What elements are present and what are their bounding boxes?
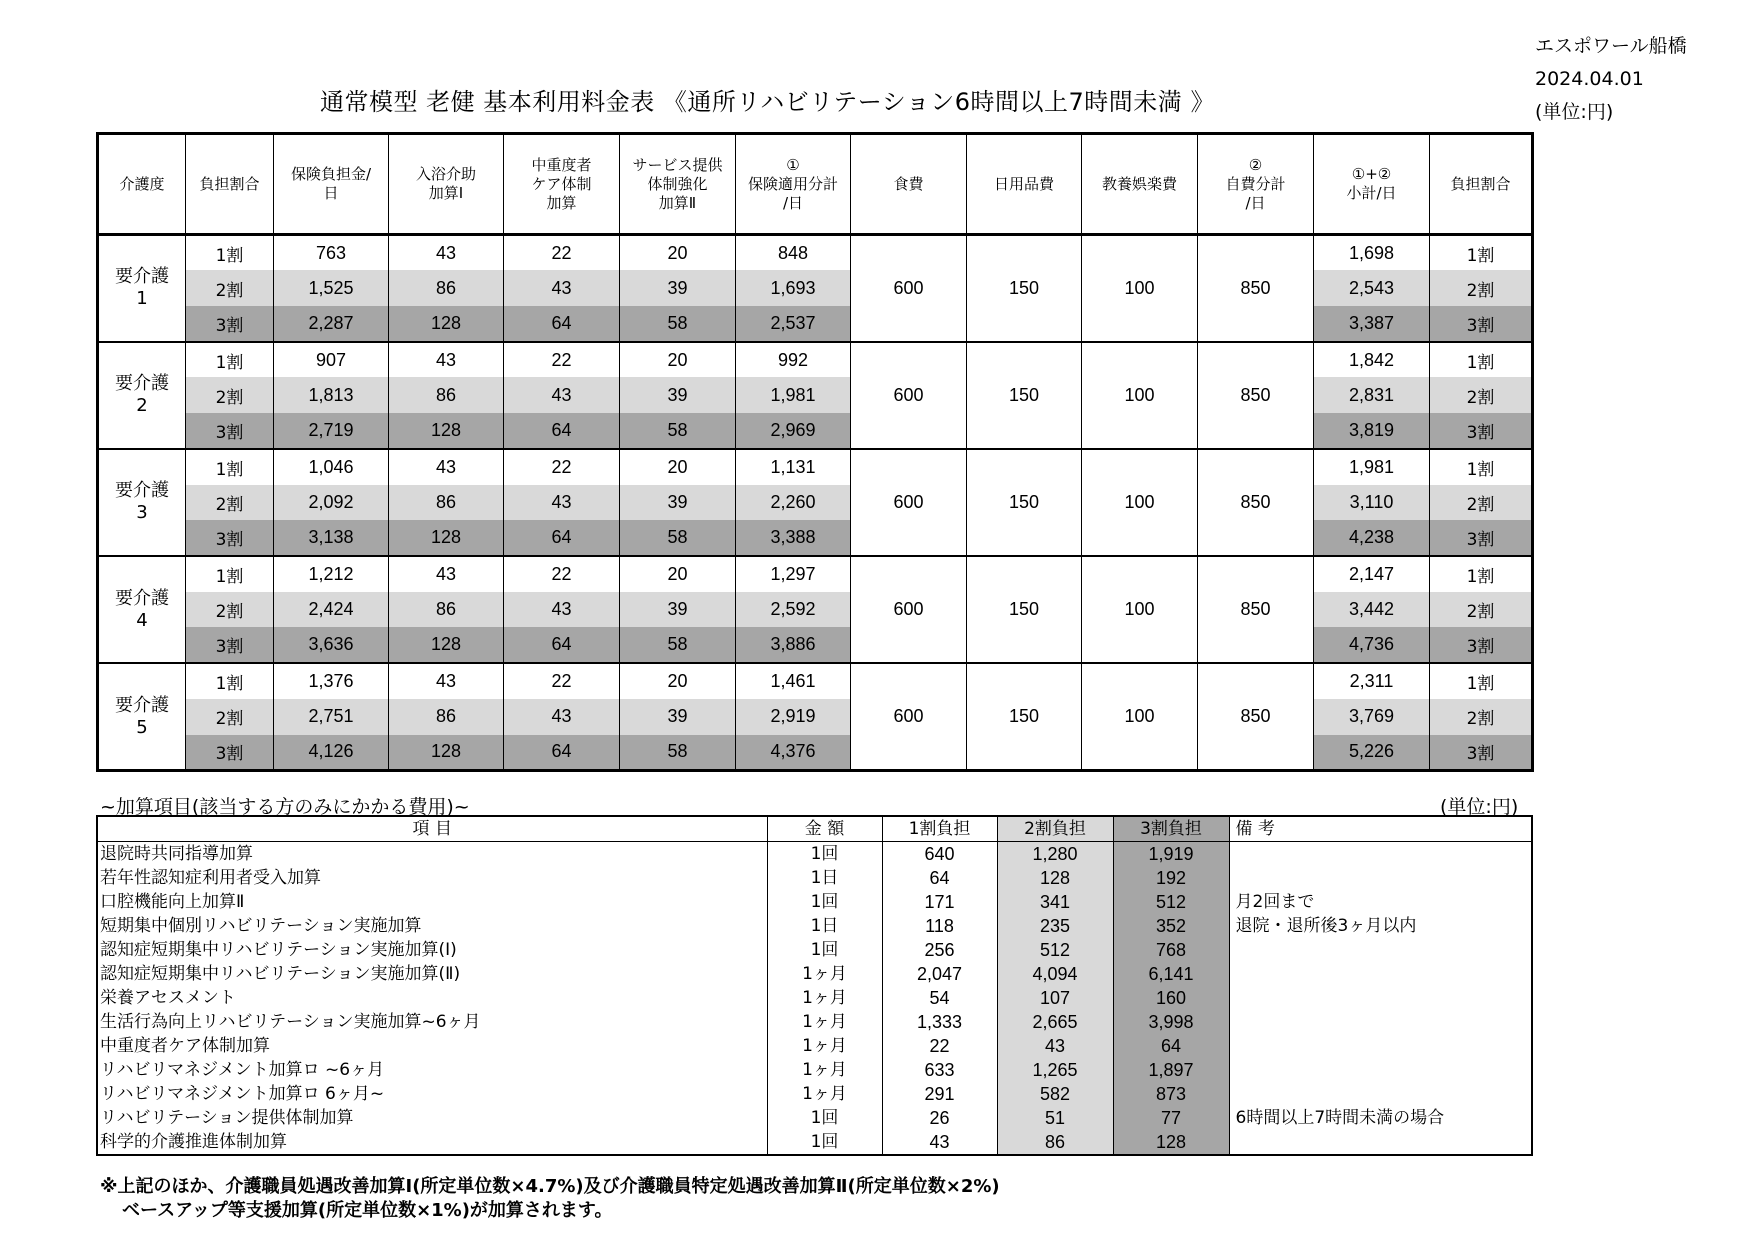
ratio-cell: 3割: [1430, 735, 1533, 771]
food-cell: 600: [851, 556, 967, 663]
insurance-cell: 1,212: [274, 556, 389, 592]
addition-unit-cell: 1回: [767, 938, 882, 962]
total-cell: 2,543: [1314, 270, 1430, 306]
subtotal1-cell: 2,260: [736, 485, 851, 521]
daily-cell: 150: [967, 449, 1082, 556]
care-cell: 43: [504, 592, 620, 628]
addition-row: [97, 1034, 1532, 1058]
bath-cell: 128: [389, 735, 504, 771]
ratio-cell: 2割: [186, 699, 274, 735]
ratio-cell: 2割: [1430, 270, 1533, 306]
addition-r1-cell: 64: [882, 866, 997, 890]
col-header-amount: 金 額: [767, 816, 882, 842]
addition-note-cell: 退院・退所後3ヶ月以内: [1229, 914, 1532, 938]
addition-r2-cell: 235: [997, 914, 1113, 938]
addition-note-cell: 6時間以上7時間未満の場合: [1229, 1106, 1532, 1130]
self_total-cell: 850: [1198, 449, 1314, 556]
insurance-cell: 907: [274, 342, 389, 378]
subtotal1-cell: 992: [736, 342, 851, 378]
ratio-cell: 2割: [1430, 377, 1533, 413]
addition-r1-cell: 256: [882, 938, 997, 962]
addition-note-cell: [1229, 866, 1532, 890]
food-cell: 600: [851, 342, 967, 449]
insurance-cell: 1,813: [274, 377, 389, 413]
bath-cell: 43: [389, 663, 504, 699]
total-cell: 4,736: [1314, 627, 1430, 663]
total-cell: 4,238: [1314, 520, 1430, 556]
addition-name-cell: 科学的介護推進体制加算: [97, 1130, 767, 1155]
self_total-cell: 850: [1198, 556, 1314, 663]
care-level-cell: 要介護 4: [98, 556, 186, 663]
ratio-cell: 1割: [186, 342, 274, 378]
addition-name-cell: 中重度者ケア体制加算: [97, 1034, 767, 1058]
ratio-cell: 2割: [186, 592, 274, 628]
addition-row: [97, 1106, 1532, 1130]
ratio-cell: 1割: [1430, 663, 1533, 699]
ratio-cell: 2割: [1430, 699, 1533, 735]
unit-label: (単位:円): [1535, 101, 1614, 123]
subtotal1-cell: 3,886: [736, 627, 851, 663]
fee-table: [96, 132, 1534, 772]
addition-r2-cell: 128: [997, 866, 1113, 890]
ratio-cell: 1割: [1430, 449, 1533, 485]
insurance-cell: 3,636: [274, 627, 389, 663]
addition-row: [97, 866, 1532, 890]
org-name: エスポワール船橋: [1535, 35, 1687, 57]
bath-cell: 128: [389, 520, 504, 556]
service-cell: 58: [620, 735, 736, 771]
doc-date: 2024.04.01: [1535, 68, 1644, 90]
subtotal1-cell: 2,969: [736, 413, 851, 449]
total-cell: 1,698: [1314, 235, 1430, 271]
addition-row: [97, 986, 1532, 1010]
addition-name-cell: 口腔機能向上加算Ⅱ: [97, 890, 767, 914]
table-row: [98, 342, 1533, 378]
page-title: 通常模型 老健 基本利用料金表 《通所リハビリテーション6時間以上7時間未満 》: [320, 88, 1215, 116]
insurance-cell: 2,751: [274, 699, 389, 735]
addition-row: [97, 1010, 1532, 1034]
subtotal1-cell: 1,297: [736, 556, 851, 592]
table-row: [98, 627, 1533, 663]
total-cell: 3,769: [1314, 699, 1430, 735]
subtotal1-cell: 2,919: [736, 699, 851, 735]
food-cell: 600: [851, 235, 967, 342]
addition-r2-cell: 4,094: [997, 962, 1113, 986]
subtotal1-cell: 1,981: [736, 377, 851, 413]
insurance-cell: 2,092: [274, 485, 389, 521]
additions-unit-label: (単位:円): [1440, 796, 1519, 818]
subtotal1-cell: 2,537: [736, 306, 851, 342]
addition-note-cell: [1229, 1058, 1532, 1082]
total-cell: 3,819: [1314, 413, 1430, 449]
addition-note-cell: [1229, 842, 1532, 867]
care-cell: 22: [504, 235, 620, 271]
bath-cell: 86: [389, 699, 504, 735]
care-cell: 64: [504, 520, 620, 556]
addition-r1-cell: 633: [882, 1058, 997, 1082]
care-level-cell: 要介護 2: [98, 342, 186, 449]
bath-cell: 86: [389, 270, 504, 306]
service-cell: 58: [620, 413, 736, 449]
total-cell: 3,110: [1314, 485, 1430, 521]
addition-r2-cell: 341: [997, 890, 1113, 914]
ratio-cell: 1割: [1430, 342, 1533, 378]
addition-r3-cell: 6,141: [1113, 962, 1229, 986]
service-cell: 20: [620, 235, 736, 271]
addition-unit-cell: 1回: [767, 1106, 882, 1130]
addition-r3-cell: 1,919: [1113, 842, 1229, 867]
service-cell: 20: [620, 663, 736, 699]
addition-note-cell: [1229, 986, 1532, 1010]
daily-cell: 150: [967, 663, 1082, 770]
ratio-cell: 2割: [1430, 592, 1533, 628]
main-col-header: 入浴介助 加算Ⅰ: [389, 134, 504, 235]
table-row: [98, 235, 1533, 271]
insurance-cell: 4,126: [274, 735, 389, 771]
addition-r2-cell: 582: [997, 1082, 1113, 1106]
care-cell: 64: [504, 306, 620, 342]
addition-unit-cell: 1ヶ月: [767, 1010, 882, 1034]
subtotal1-cell: 848: [736, 235, 851, 271]
service-cell: 20: [620, 449, 736, 485]
culture-cell: 100: [1082, 663, 1198, 770]
total-cell: 3,442: [1314, 592, 1430, 628]
additions-table: [96, 815, 1533, 1156]
addition-r3-cell: 3,998: [1113, 1010, 1229, 1034]
bath-cell: 86: [389, 377, 504, 413]
culture-cell: 100: [1082, 235, 1198, 342]
addition-r3-cell: 1,897: [1113, 1058, 1229, 1082]
addition-r2-cell: 1,265: [997, 1058, 1113, 1082]
table-row: [98, 306, 1533, 342]
addition-unit-cell: 1ヶ月: [767, 986, 882, 1010]
addition-name-cell: 若年性認知症利用者受入加算: [97, 866, 767, 890]
table-row: [98, 556, 1533, 592]
addition-note-cell: 月2回まで: [1229, 890, 1532, 914]
ratio-cell: 1割: [186, 556, 274, 592]
table-row: [98, 592, 1533, 628]
bath-cell: 128: [389, 306, 504, 342]
total-cell: 2,147: [1314, 556, 1430, 592]
bath-cell: 43: [389, 449, 504, 485]
addition-name-cell: 認知症短期集中リハビリテーション実施加算(Ⅱ): [97, 962, 767, 986]
insurance-cell: 1,046: [274, 449, 389, 485]
insurance-cell: 2,287: [274, 306, 389, 342]
addition-row: [97, 938, 1532, 962]
service-cell: 39: [620, 699, 736, 735]
bath-cell: 43: [389, 556, 504, 592]
main-col-header: 負担割合: [186, 134, 274, 235]
addition-row: [97, 1058, 1532, 1082]
care-cell: 22: [504, 449, 620, 485]
main-col-header: ② 自費分計 /日: [1198, 134, 1314, 235]
addition-row: [97, 962, 1532, 986]
bath-cell: 128: [389, 413, 504, 449]
care-cell: 64: [504, 627, 620, 663]
service-cell: 39: [620, 485, 736, 521]
addition-r1-cell: 26: [882, 1106, 997, 1130]
addition-unit-cell: 1ヶ月: [767, 1082, 882, 1106]
subtotal1-cell: 2,592: [736, 592, 851, 628]
culture-cell: 100: [1082, 556, 1198, 663]
addition-name-cell: リハビリマネジメント加算ロ 6ヶ月~: [97, 1082, 767, 1106]
care-level-cell: 要介護 5: [98, 663, 186, 770]
addition-note-cell: [1229, 938, 1532, 962]
addition-r3-cell: 352: [1113, 914, 1229, 938]
footnote-line-2: ベースアップ等支援加算(所定単位数×1%)が加算されます。: [122, 1200, 613, 1221]
addition-r3-cell: 77: [1113, 1106, 1229, 1130]
table-row: [98, 699, 1533, 735]
addition-r2-cell: 107: [997, 986, 1113, 1010]
addition-r3-cell: 768: [1113, 938, 1229, 962]
addition-r1-cell: 171: [882, 890, 997, 914]
addition-r3-cell: 192: [1113, 866, 1229, 890]
bath-cell: 43: [389, 342, 504, 378]
insurance-cell: 1,376: [274, 663, 389, 699]
ratio-cell: 2割: [186, 485, 274, 521]
ratio-cell: 1割: [1430, 235, 1533, 271]
addition-note-cell: [1229, 962, 1532, 986]
daily-cell: 150: [967, 342, 1082, 449]
ratio-cell: 2割: [1430, 485, 1533, 521]
subtotal1-cell: 3,388: [736, 520, 851, 556]
table-row: [98, 377, 1533, 413]
ratio-cell: 1割: [186, 235, 274, 271]
insurance-cell: 763: [274, 235, 389, 271]
addition-name-cell: リハビリテーション提供体制加算: [97, 1106, 767, 1130]
total-cell: 5,226: [1314, 735, 1430, 771]
total-cell: 3,387: [1314, 306, 1430, 342]
addition-unit-cell: 1ヶ月: [767, 1058, 882, 1082]
ratio-cell: 3割: [1430, 627, 1533, 663]
service-cell: 39: [620, 270, 736, 306]
main-col-header: 負担割合: [1430, 134, 1533, 235]
addition-unit-cell: 1ヶ月: [767, 1034, 882, 1058]
addition-r1-cell: 291: [882, 1082, 997, 1106]
care-cell: 64: [504, 413, 620, 449]
insurance-cell: 1,525: [274, 270, 389, 306]
col-header-note: 備 考: [1229, 816, 1532, 842]
daily-cell: 150: [967, 556, 1082, 663]
main-col-header: サービス提供 体制強化 加算Ⅱ: [620, 134, 736, 235]
service-cell: 58: [620, 520, 736, 556]
addition-row: [97, 1130, 1532, 1155]
addition-note-cell: [1229, 1130, 1532, 1155]
ratio-cell: 3割: [1430, 413, 1533, 449]
table-row: [98, 449, 1533, 485]
care-cell: 43: [504, 377, 620, 413]
care-level-cell: 要介護 3: [98, 449, 186, 556]
ratio-cell: 1割: [186, 663, 274, 699]
addition-unit-cell: 1回: [767, 890, 882, 914]
table-row: [98, 663, 1533, 699]
subtotal1-cell: 1,693: [736, 270, 851, 306]
self_total-cell: 850: [1198, 342, 1314, 449]
addition-name-cell: 栄養アセスメント: [97, 986, 767, 1010]
service-cell: 58: [620, 306, 736, 342]
header-org-block: [1535, 30, 1687, 129]
addition-unit-cell: 1回: [767, 1130, 882, 1155]
addition-r1-cell: 118: [882, 914, 997, 938]
insurance-cell: 3,138: [274, 520, 389, 556]
addition-unit-cell: 1日: [767, 914, 882, 938]
insurance-cell: 2,424: [274, 592, 389, 628]
bath-cell: 86: [389, 485, 504, 521]
bath-cell: 43: [389, 235, 504, 271]
addition-unit-cell: 1回: [767, 842, 882, 867]
addition-r2-cell: 51: [997, 1106, 1113, 1130]
addition-r2-cell: 1,280: [997, 842, 1113, 867]
care-cell: 22: [504, 556, 620, 592]
addition-row: [97, 890, 1532, 914]
ratio-cell: 1割: [186, 449, 274, 485]
food-cell: 600: [851, 449, 967, 556]
main-col-header: 介護度: [98, 134, 186, 235]
service-cell: 39: [620, 377, 736, 413]
col-header-r2: 2割負担: [997, 816, 1113, 842]
table-row: [98, 485, 1533, 521]
total-cell: 2,831: [1314, 377, 1430, 413]
addition-name-cell: 生活行為向上リハビリテーション実施加算~6ヶ月: [97, 1010, 767, 1034]
daily-cell: 150: [967, 235, 1082, 342]
additions-label: ~加算項目(該当する方のみにかかる費用)~: [100, 796, 470, 818]
ratio-cell: 3割: [1430, 520, 1533, 556]
col-header-r3: 3割負担: [1113, 816, 1229, 842]
addition-note-cell: [1229, 1010, 1532, 1034]
table-row: [98, 520, 1533, 556]
addition-r1-cell: 43: [882, 1130, 997, 1155]
ratio-cell: 3割: [1430, 306, 1533, 342]
addition-r1-cell: 22: [882, 1034, 997, 1058]
main-col-header: 教養娯楽費: [1082, 134, 1198, 235]
subtotal1-cell: 4,376: [736, 735, 851, 771]
main-col-header: 中重度者 ケア体制 加算: [504, 134, 620, 235]
food-cell: 600: [851, 663, 967, 770]
care-cell: 22: [504, 663, 620, 699]
service-cell: 39: [620, 592, 736, 628]
addition-r3-cell: 873: [1113, 1082, 1229, 1106]
addition-r3-cell: 128: [1113, 1130, 1229, 1155]
care-level-cell: 要介護 1: [98, 235, 186, 342]
addition-unit-cell: 1日: [767, 866, 882, 890]
main-col-header: 保険負担金/ 日: [274, 134, 389, 235]
self_total-cell: 850: [1198, 663, 1314, 770]
main-col-header: ① 保険適用分計 /日: [736, 134, 851, 235]
addition-row: [97, 1082, 1532, 1106]
service-cell: 58: [620, 627, 736, 663]
subtotal1-cell: 1,461: [736, 663, 851, 699]
total-cell: 2,311: [1314, 663, 1430, 699]
ratio-cell: 3割: [186, 413, 274, 449]
addition-r2-cell: 512: [997, 938, 1113, 962]
addition-r1-cell: 54: [882, 986, 997, 1010]
ratio-cell: 2割: [186, 270, 274, 306]
addition-name-cell: リハビリマネジメント加算ロ ~6ヶ月: [97, 1058, 767, 1082]
subtotal1-cell: 1,131: [736, 449, 851, 485]
addition-r2-cell: 43: [997, 1034, 1113, 1058]
addition-r3-cell: 160: [1113, 986, 1229, 1010]
service-cell: 20: [620, 342, 736, 378]
table-row: [98, 413, 1533, 449]
main-col-header: 食費: [851, 134, 967, 235]
ratio-cell: 3割: [186, 735, 274, 771]
addition-name-cell: 短期集中個別リハビリテーション実施加算: [97, 914, 767, 938]
total-cell: 1,981: [1314, 449, 1430, 485]
addition-note-cell: [1229, 1082, 1532, 1106]
addition-r1-cell: 1,333: [882, 1010, 997, 1034]
addition-name-cell: 認知症短期集中リハビリテーション実施加算(Ⅰ): [97, 938, 767, 962]
addition-r3-cell: 512: [1113, 890, 1229, 914]
care-cell: 22: [504, 342, 620, 378]
culture-cell: 100: [1082, 449, 1198, 556]
insurance-cell: 2,719: [274, 413, 389, 449]
service-cell: 20: [620, 556, 736, 592]
ratio-cell: 3割: [186, 520, 274, 556]
footnote-line-1: ※上記のほか、介護職員処遇改善加算Ⅰ(所定単位数×4.7%)及び介護職員特定処遇改善加算Ⅱ(所定単位数×2%): [100, 1176, 1000, 1197]
care-cell: 43: [504, 699, 620, 735]
addition-r1-cell: 2,047: [882, 962, 997, 986]
ratio-cell: 2割: [186, 377, 274, 413]
addition-unit-cell: 1ヶ月: [767, 962, 882, 986]
main-col-header: 日用品費: [967, 134, 1082, 235]
bath-cell: 86: [389, 592, 504, 628]
addition-row: [97, 842, 1532, 867]
addition-row: [97, 914, 1532, 938]
culture-cell: 100: [1082, 342, 1198, 449]
bath-cell: 128: [389, 627, 504, 663]
addition-r3-cell: 64: [1113, 1034, 1229, 1058]
table-row: [98, 735, 1533, 771]
addition-r2-cell: 86: [997, 1130, 1113, 1155]
ratio-cell: 1割: [1430, 556, 1533, 592]
table-row: [98, 270, 1533, 306]
col-header-r1: 1割負担: [882, 816, 997, 842]
total-cell: 1,842: [1314, 342, 1430, 378]
col-header-item: 項 目: [97, 816, 767, 842]
addition-r1-cell: 640: [882, 842, 997, 867]
main-col-header: ①+② 小計/日: [1314, 134, 1430, 235]
addition-name-cell: 退院時共同指導加算: [97, 842, 767, 867]
self_total-cell: 850: [1198, 235, 1314, 342]
care-cell: 43: [504, 485, 620, 521]
addition-note-cell: [1229, 1034, 1532, 1058]
care-cell: 64: [504, 735, 620, 771]
ratio-cell: 3割: [186, 627, 274, 663]
ratio-cell: 3割: [186, 306, 274, 342]
addition-r2-cell: 2,665: [997, 1010, 1113, 1034]
care-cell: 43: [504, 270, 620, 306]
